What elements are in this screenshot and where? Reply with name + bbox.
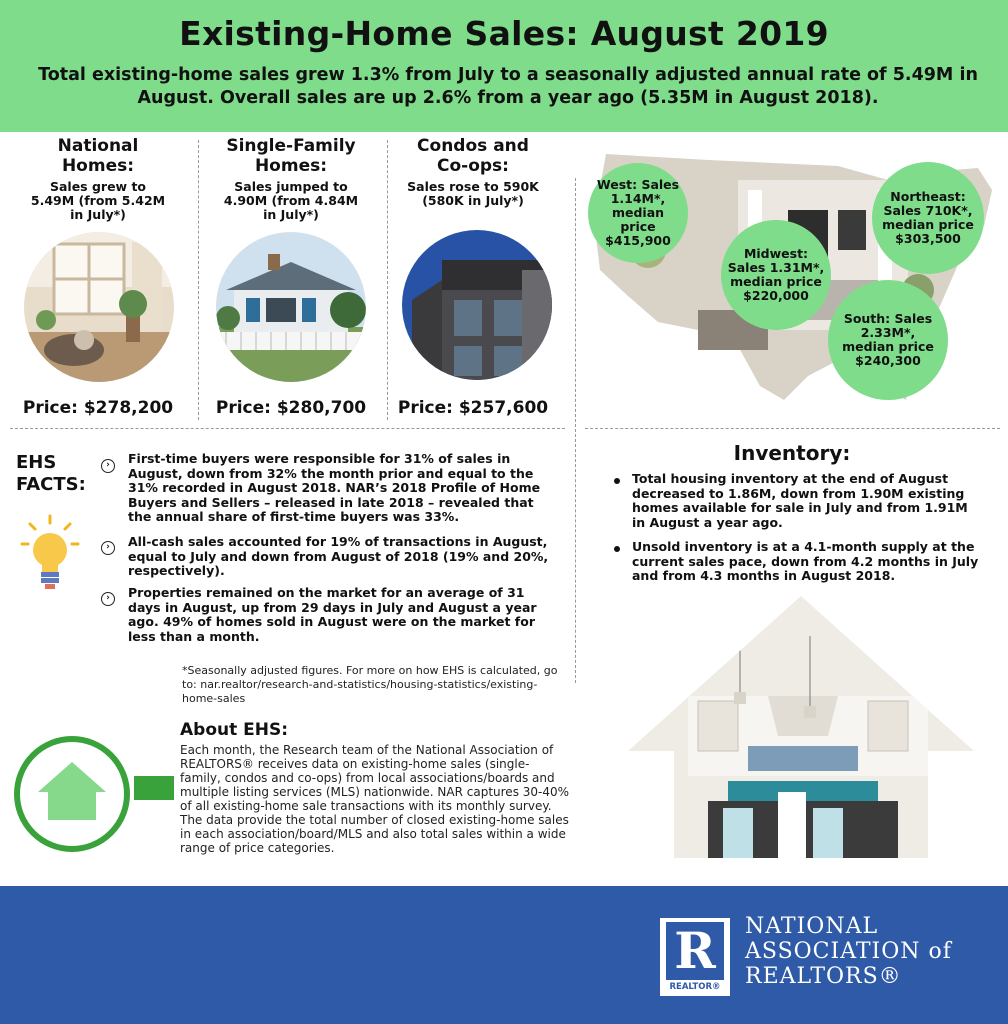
chevron-right-icon: › — [101, 459, 115, 473]
column-description: Sales jumped to 4.90M (from 4.84M in July*) — [223, 179, 359, 222]
bullet — [614, 478, 620, 484]
single-family-column — [196, 136, 386, 222]
logo-caption: REALTOR® — [669, 982, 721, 992]
inventory-item: Total housing inventory at the end of August decreased to 1.86M, down from 1.90M existing homes available for sale in July and from 1.91M in August a year ago. — [632, 471, 968, 530]
org-line-2: ASSOCIATION of — [745, 939, 952, 964]
inventory-item: Unsold inventory is at a 4.1-month supply at the current sales pace, down from 4.2 months in July and from 4.3 months in August 2018. — [632, 539, 979, 583]
org-line-1: NATIONAL — [745, 914, 879, 939]
living-room-photo — [24, 232, 174, 382]
condo-photo — [402, 230, 552, 380]
column-divider — [387, 140, 388, 420]
section-divider — [585, 428, 1000, 429]
region-south: South: Sales 2.33M*, median price $240,300 — [828, 280, 948, 400]
realtor-logo-icon — [660, 918, 730, 996]
region-west: West: Sales 1.14M*, median price $415,900 — [588, 163, 688, 263]
org-name — [745, 914, 952, 989]
chevron-right-icon: › — [101, 592, 115, 606]
section-divider — [575, 178, 576, 683]
column-description: Sales rose to 590K (580K in July*) — [407, 179, 539, 208]
about-heading: About EHS: — [180, 720, 289, 740]
region-northeast: Northeast: Sales 710K*, median price $303,500 — [872, 162, 984, 274]
column-title: National Homes: — [57, 136, 139, 176]
column-divider — [198, 140, 199, 420]
chevron-right-icon: › — [101, 541, 115, 555]
org-line-3: REALTORS® — [745, 964, 902, 989]
condos-column — [378, 136, 568, 208]
inventory-heading: Inventory: — [733, 441, 851, 465]
page-title: Existing-Home Sales: August 2019 — [179, 14, 829, 53]
about-body: Each month, the Research team of the National Association of REALTORS® receives data on existing-home sales (single-family, condos and co-ops) from local associations/boards and multiple listing services (MLS) nationwide. NAR captures 30-40% of all existing-home sale transactions with its monthly survey. The data provide the total number of closed existing-home sales in each association/board/MLS and also total sales within a wide range of price categories. — [180, 743, 570, 855]
section-divider — [10, 428, 565, 429]
logo-letter: R — [666, 922, 724, 980]
bullet — [614, 546, 620, 552]
national-homes-column — [3, 136, 193, 222]
region-midwest: Midwest: Sales 1.31M*, median price $220,000 — [721, 220, 831, 330]
fact-item: All-cash sales accounted for 19% of transactions in August, equal to July and down from August of 2018 (19% and 20%, respectively). — [128, 534, 549, 578]
national-price: Price: $278,200 — [22, 398, 174, 418]
page-subtitle: Total existing-home sales grew 1.3% from July to a seasonally adjusted annual rate of 5.49M in August. Overall sales are up 2.6% from a year ago (5.35M in August 2018). — [38, 65, 978, 108]
condos-price: Price: $257,600 — [397, 398, 549, 418]
single-family-price: Price: $280,700 — [215, 398, 367, 418]
house-icon — [14, 736, 174, 860]
usa-map — [588, 150, 998, 410]
fact-item: First-time buyers were responsible for 31% of sales in August, down from 32% the month prior and equal to the 31% recorded in August 2018. NAR’s 2018 Profile of Home Buyers and Sellers – released in late 2018 – revealed that the annual share of first-time buyers was 33%. — [128, 451, 541, 524]
column-description: Sales grew to 5.49M (from 5.42M in July*) — [30, 179, 166, 222]
column-title: Single-Family Homes: — [226, 136, 356, 176]
column-title: Condos and Co-ops: — [417, 136, 529, 176]
footnote: *Seasonally adjusted figures. For more on how EHS is calculated, go to: nar.realtor/research-and-statistics/housing-statistics/existing-home-sales — [182, 664, 558, 705]
header-banner — [0, 0, 1008, 132]
facts-heading: EHS FACTS: — [16, 452, 86, 495]
fact-item: Properties remained on the market for an average of 31 days in August, up from 29 days in July and August a year ago. 49% of homes sold in August were on the market for less than a month. — [128, 585, 537, 644]
house-photo — [216, 232, 366, 382]
kitchen-house-photo — [628, 596, 974, 862]
lightbulb-icon — [20, 514, 80, 598]
